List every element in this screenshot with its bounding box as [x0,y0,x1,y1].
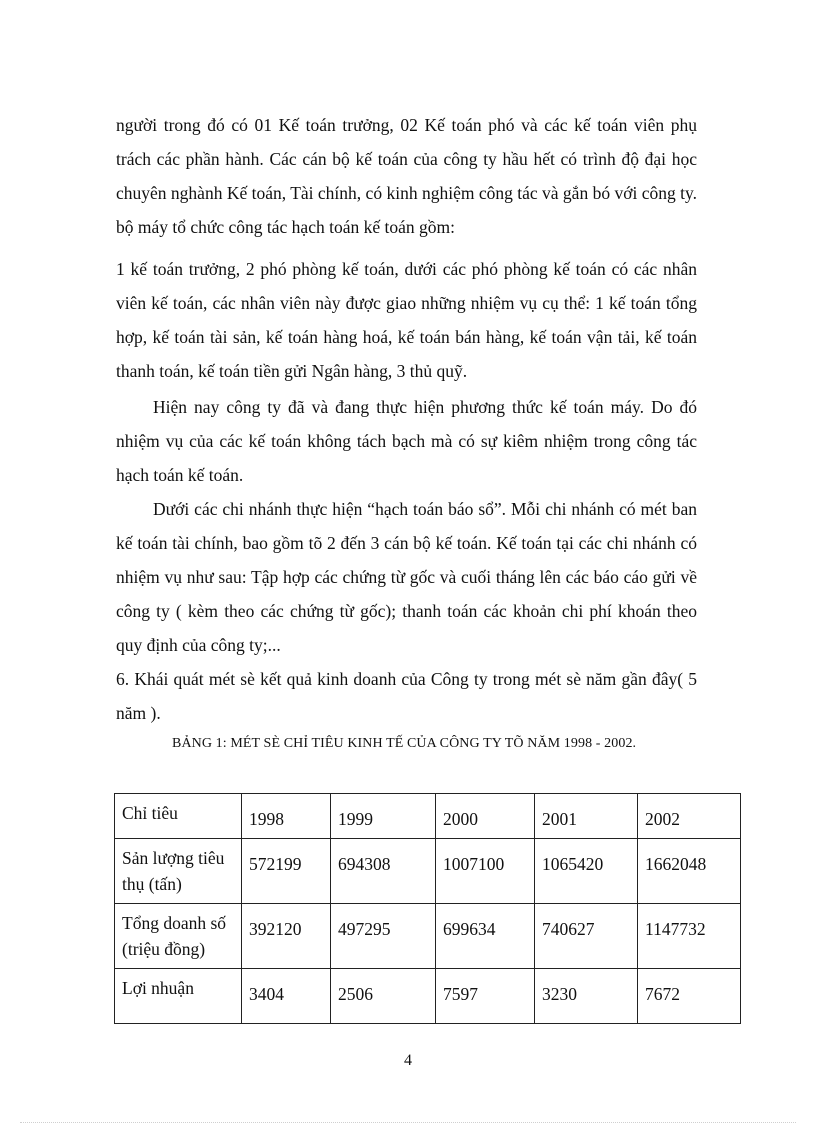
row-label-cell: Lợi nhuận [115,969,242,1024]
table-cell: 1065420 [535,839,638,904]
table-cell: 1662048 [638,839,741,904]
table-cell: 699634 [436,904,535,969]
header-cell-year: 2001 [535,794,638,839]
header-cell-year: 2000 [436,794,535,839]
header-cell-indicator: Chỉ tiêu [115,794,242,839]
table-header-row [115,794,741,839]
table-cell: 694308 [331,839,436,904]
section-heading-business-results: 6. Khái quát mét sè kết quả kinh doanh của Công ty trong mét sè năm gần đây( 5 năm ). [116,669,697,723]
table-cell: 1007100 [436,839,535,904]
paragraph-branch-accounting: Dưới các chi nhánh thực hiện “hạch toán báo sổ”. Mỗi chi nhánh có mét ban kế toán tài chính, bao gồm tõ 2 đến 3 cán bộ kế toán. Kế toán tại các chi nhánh có nhiệm vụ như sau: Tập hợp các chứng từ gốc và cuối tháng lên các báo cáo gửi về công ty ( kèm theo các chứng từ gốc); thanh toán các khoản chi phí khoán theo quy định của công ty;... [116,499,697,655]
row-label-cell: Sản lượng tiêu thụ (tấn) [115,839,242,904]
table-cell: 7672 [638,969,741,1024]
row-label-cell: Tổng doanh số (triệu đồng) [115,904,242,969]
table-cell: 392120 [242,904,331,969]
table-cell: 572199 [242,839,331,904]
table-cell: 7597 [436,969,535,1024]
table-row [115,839,741,904]
header-cell-year: 1998 [242,794,331,839]
page-number: 4 [404,1052,412,1069]
paragraph-computer-accounting: Hiện nay công ty đã và đang thực hiện phương thức kế toán máy. Do đó nhiệm vụ của các kế toán không tách bạch mà có sự kiêm nhiệm trong công tác hạch toán kế toán. [116,397,697,485]
table-cell: 497295 [331,904,436,969]
table-cell: 740627 [535,904,638,969]
table-row [115,904,741,969]
table-cell: 3404 [242,969,331,1024]
table-row [115,969,741,1024]
economic-indicators-table [114,793,741,1024]
paragraph-accounting-roles: 1 kế toán trưởng, 2 phó phòng kế toán, dưới các phó phòng kế toán có các nhân viên kế toán, các nhân viên này được giao những nhiệm vụ cụ thể: 1 kế toán tổng hợp, kế toán tài sản, kế toán hàng hoá, kế toán bán hàng, kế toán vận tải, kế toán thanh toán, kế toán tiền gửi Ngân hàng, 3 thủ quỹ. [116,259,697,381]
table-cell: 2506 [331,969,436,1024]
header-cell-year: 2002 [638,794,741,839]
header-cell-year: 1999 [331,794,436,839]
table-cell: 1147732 [638,904,741,969]
paragraph-accounting-staff: người trong đó có 01 Kế toán trưởng, 02 Kế toán phó và các kế toán viên phụ trách các phần hành. Các cán bộ kế toán của công ty hầu hết có trình độ đại học chuyên nghành Kế toán, Tài chính, có kinh nghiệm công tác và gắn bó với công ty. bộ máy tổ chức công tác hạch toán kế toán gồm: [116,115,697,237]
table-caption: BẢNG 1: MÉT SÈ CHỈ TIÊU KINH TẾ CỦA CÔNG TY TÕ NĂM 1998 - 2002. [172,736,637,751]
table-cell: 3230 [535,969,638,1024]
